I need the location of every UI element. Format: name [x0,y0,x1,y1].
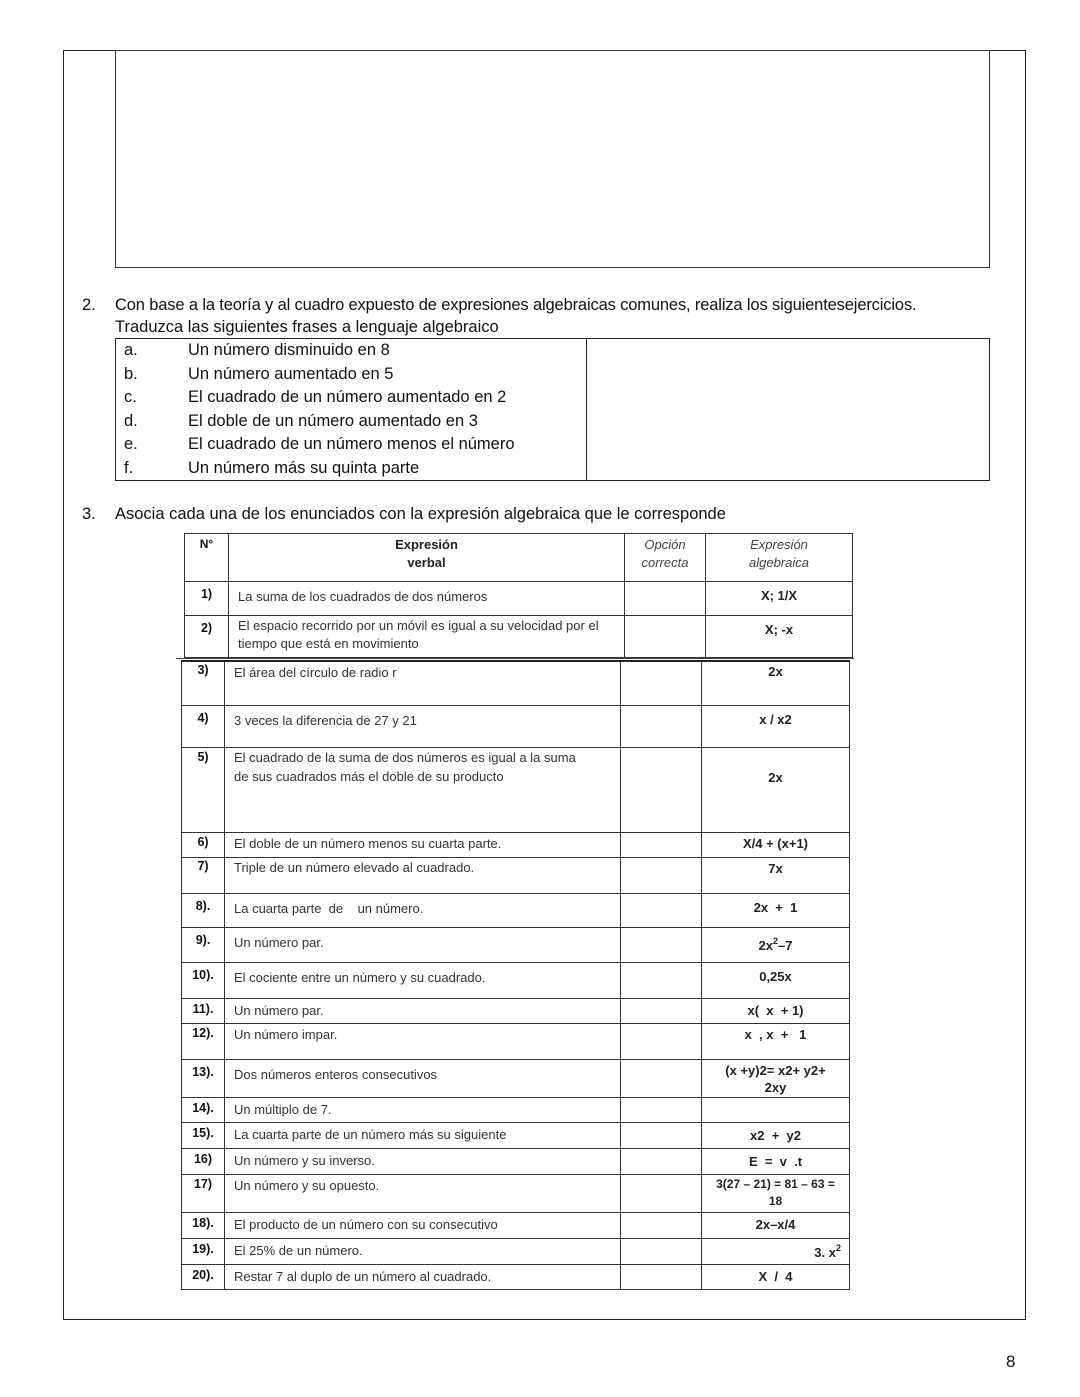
row-option-input[interactable] [621,894,702,927]
row-option-input[interactable] [621,748,702,832]
row-option-input[interactable] [621,963,702,998]
phrase-item [116,410,586,434]
phrase-letter: a. [124,341,138,359]
table-row [182,894,849,928]
phrase-text: El cuadrado de un número aumentado en 2 [188,388,507,406]
algebraic-line2: 2xy [764,1080,787,1095]
question-2-subtitle: Traduzca las siguientes frases a lenguaje algebraico [115,318,499,336]
row-algebraic: X / 4 [758,1269,793,1284]
algebraic-base: 3. x [814,1245,836,1260]
question-3-instruction: Asocia cada una de los enunciados con la expresión algebraica que le corresponde [115,505,726,523]
table-row [182,662,849,706]
table-row [185,616,852,657]
row-number: 9). [182,928,225,962]
row-algebraic: 2x–x/4 [755,1217,796,1232]
header-option-line2: correcta [641,555,689,570]
phrase-text: El cuadrado de un número menos el número [188,435,515,453]
table-row [182,1098,849,1123]
row-option-input[interactable] [621,1175,702,1212]
row-algebraic [702,1060,849,1097]
question-2-instruction: Con base a la teoría y al cuadro expuesto de expresiones algebraicas comunes, realiza los siguientesejercicios. [115,296,917,314]
phrase-text: Un número disminuido en 8 [188,341,390,359]
row-number: 11). [182,999,225,1023]
row-option-input[interactable] [621,1024,702,1059]
row-verbal: El producto de un número con su consecutivo [225,1213,621,1238]
row-algebraic: x( x + 1) [747,1003,804,1018]
row-number: 16) [182,1149,225,1174]
table-header-row [185,534,852,582]
table-row [185,582,852,616]
header-algebraic [706,534,852,581]
row-number: 17) [182,1175,225,1212]
row-number: 6) [182,833,225,857]
header-num: N° [185,534,229,581]
row-algebraic: x , x + 1 [744,1027,807,1042]
row-number: 19). [182,1239,225,1264]
row-verbal: 3 veces la diferencia de 27 y 21 [225,706,621,747]
algebraic-exponent: 2 [772,936,778,946]
phrase-letter: b. [124,364,138,383]
row-option-input[interactable] [621,1149,702,1174]
row-option-input[interactable] [621,662,702,705]
row-algebraic [702,1175,849,1212]
row-verbal: Un número par. [225,999,621,1023]
row-option-input[interactable] [621,1239,702,1264]
match-table-bottom [181,660,850,1290]
table-row [182,1213,849,1239]
question-3-number: 3. [82,505,96,523]
row-option-input[interactable] [621,1123,702,1148]
table-row [182,1060,849,1098]
row-number: 3) [182,662,225,705]
row-algebraic [702,928,849,962]
algebraic-line2: 18 [768,1194,783,1208]
algebraic-answer-field[interactable] [587,339,989,480]
table-row [182,928,849,963]
table-separator-line [176,658,854,659]
table-row [182,1265,849,1290]
table-row [182,963,849,999]
table-row [182,999,849,1024]
row-verbal: La suma de los cuadrados de dos números [229,582,625,615]
row-number: 14). [182,1098,225,1122]
row-option-input[interactable] [621,1213,702,1238]
row-verbal: El doble de un número menos su cuarta parte. [225,833,621,857]
table-row [182,1239,849,1265]
table-row [182,858,849,894]
row-verbal: El cuadrado de la suma de dos números es igual a la suma de sus cuadrados más el doble de su producto [225,748,621,832]
row-algebraic: 7x [768,861,783,876]
row-algebraic: x / x2 [759,712,792,727]
row-number: 1) [185,582,229,615]
page-number: 8 [1006,1352,1016,1371]
header-option [625,534,706,581]
row-verbal: El área del círculo de radio r [225,662,621,705]
row-algebraic: X/4 + (x+1) [742,836,809,851]
row-verbal: El espacio recorrido por un móvil es igual a su velocidad por el tiempo que está en movimiento [229,616,625,657]
row-number: 20). [182,1265,225,1290]
row-number: 4) [182,706,225,747]
row-algebraic: 2x + 1 [753,900,798,915]
row-number: 5) [182,748,225,832]
phrase-item [116,386,586,410]
row-verbal: Restar 7 al duplo de un número al cuadrado. [225,1265,621,1290]
table-row [182,1149,849,1175]
row-verbal: Un múltiplo de 7. [225,1098,621,1122]
algebraic-exponent: 2 [835,1243,841,1253]
row-number: 18). [182,1213,225,1238]
translation-table [115,338,990,481]
row-number: 8). [182,894,225,927]
row-algebraic: 2x [768,770,783,785]
phrase-item [116,363,586,387]
phrase-letter: e. [124,435,138,453]
row-number: 12). [182,1024,225,1059]
phrase-text: El doble de un número aumentado en 3 [188,411,478,430]
header-algebraic-line1: Expresión [750,537,808,552]
phrase-text: Un número aumentado en 5 [188,364,394,383]
row-number: 13). [182,1060,225,1097]
row-option-input[interactable] [621,999,702,1023]
header-algebraic-line2: algebraica [749,555,809,570]
match-table-top [184,533,853,658]
algebraic-base: 2x [758,938,773,953]
table-row [182,1175,849,1213]
row-verbal: Dos números enteros consecutivos [225,1060,621,1097]
row-number: 10). [182,963,225,998]
row-option-input[interactable] [621,1098,702,1122]
row-verbal: Un número y su inverso. [225,1149,621,1174]
algebraic-line1: (x +y)2= x2+ y2+ [725,1063,826,1078]
row-option-input[interactable] [621,1060,702,1097]
header-option-line1: Opción [644,537,686,552]
row-algebraic: 0,25x [759,969,792,984]
row-algebraic [702,1098,849,1122]
row-verbal: El 25% de un número. [225,1239,621,1264]
row-option-input[interactable] [625,582,706,615]
previous-answer-box[interactable] [115,50,990,268]
table-row [182,706,849,748]
row-option-input[interactable] [621,1265,702,1290]
table-row [182,1024,849,1060]
algebraic-tail: –7 [778,938,793,953]
row-algebraic: E = v .t [748,1154,803,1169]
row-option-input[interactable] [621,858,702,893]
row-number: 2) [185,616,229,657]
header-verbal-line2: verbal [407,555,446,570]
row-algebraic: X; -x [764,622,794,637]
row-option-input[interactable] [621,833,702,857]
phrase-letter: f. [124,458,134,477]
phrase-item [116,457,586,481]
row-algebraic [702,1239,849,1264]
row-algebraic: 2x [768,664,783,679]
table-row [182,748,849,833]
header-verbal [229,534,625,581]
row-verbal: La cuarta parte de un número más su siguiente [225,1123,621,1148]
row-verbal: Un número par. [225,928,621,962]
phrase-item [116,433,586,457]
row-verbal: Un número y su opuesto. [225,1175,621,1212]
phrase-text: Un número más su quinta parte [188,458,420,477]
phrase-letter: c. [124,388,137,406]
row-option-input[interactable] [621,928,702,962]
phrase-item [116,339,586,363]
row-verbal: La cuarta parte de un número. [225,894,621,927]
row-option-input[interactable] [621,706,702,747]
header-verbal-line1: Expresión [395,537,458,552]
row-verbal: Triple de un número elevado al cuadrado. [225,858,621,893]
row-number: 7) [182,858,225,893]
question-2-number: 2. [82,296,96,314]
algebraic-line1: 3(27 – 21) = 81 – 63 = [716,1177,835,1191]
table-row [182,833,849,858]
row-algebraic: x2 + y2 [750,1128,801,1143]
row-verbal: El cociente entre un número y su cuadrado. [225,963,621,998]
phrases-column [116,339,587,480]
table-row [182,1123,849,1149]
row-algebraic: X; 1/X [760,588,798,603]
row-number: 15). [182,1123,225,1148]
phrase-letter: d. [124,411,138,430]
row-option-input[interactable] [625,616,706,657]
row-verbal: Un número impar. [225,1024,621,1059]
